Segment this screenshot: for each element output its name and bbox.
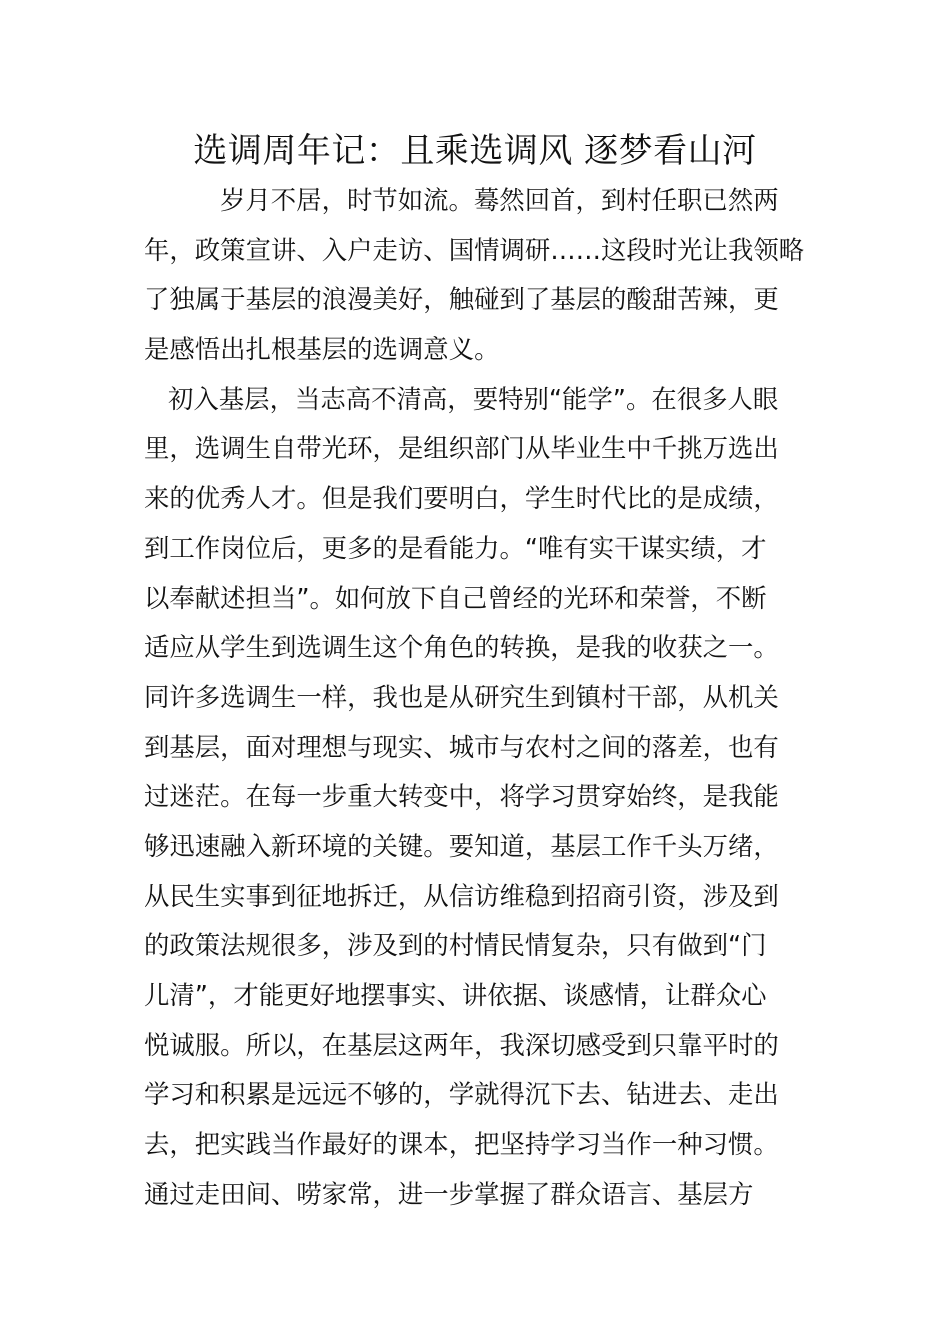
text-line: 适应从学生到选调生这个角色的转换，是我的收获之一。: [144, 632, 779, 663]
text-line: 以奉献述担当”。如何放下自己曾经的光环和荣誉，不断: [144, 582, 767, 613]
document-title: 选调周年记：且乘选调风 逐梦看山河: [193, 131, 757, 171]
text-line: 过迷茫。在每一步重大转变中，将学习贯穿始终，是我能: [144, 781, 779, 812]
text-line: 同许多选调生一样，我也是从研究生到镇村干部，从机关: [144, 681, 779, 712]
text-line: 通过走田间、唠家常，进一步掌握了群众语言、基层方: [144, 1178, 754, 1209]
text-line: 来的优秀人才。但是我们要明白，学生时代比的是成绩，: [144, 483, 779, 514]
text-line: 儿清”，才能更好地摆事实、讲依据、谈感情，让群众心: [144, 980, 767, 1010]
text-line: 的政策法规很多，涉及到的村情民情复杂，只有做到“门: [144, 930, 767, 961]
text-line: 从民生实事到征地拆迁，从信访维稳到招商引资，涉及到: [144, 880, 779, 911]
document-body: [144, 176, 814, 1219]
text-line: 去，把实践当作最好的课本，把坚持学习当作一种习惯。: [144, 1129, 779, 1160]
text-line: 了独属于基层的浪漫美好，触碰到了基层的酸甜苦辣，更: [144, 284, 779, 315]
text-line: 里，选调生自带光环，是组织部门从毕业生中千挑万选出: [144, 433, 779, 464]
text-line: 够迅速融入新环境的关键。要知道，基层工作千头万绪，: [144, 830, 779, 861]
text-line: 是感悟出扎根基层的选调意义。: [144, 334, 500, 365]
text-line: 悦诚服。所以，在基层这两年，我深切感受到只靠平时的: [144, 1029, 779, 1060]
text-line: 年，政策宣讲、入户走访、国情调研……这段时光让我领略: [144, 234, 805, 265]
text-line: 岁月不居，时节如流。蓦然回首，到村任职已然两: [220, 185, 779, 215]
text-line: 初入基层，当志高不清高，要特别“能学”。在很多人眼: [168, 383, 779, 414]
text-line: 到工作岗位后，更多的是看能力。“唯有实干谋实绩，才: [144, 532, 767, 563]
text-line: 学习和积累是远远不够的，学就得沉下去、钻进去、走出: [144, 1079, 779, 1110]
text-line: 到基层，面对理想与现实、城市与农村之间的落差，也有: [144, 731, 779, 762]
